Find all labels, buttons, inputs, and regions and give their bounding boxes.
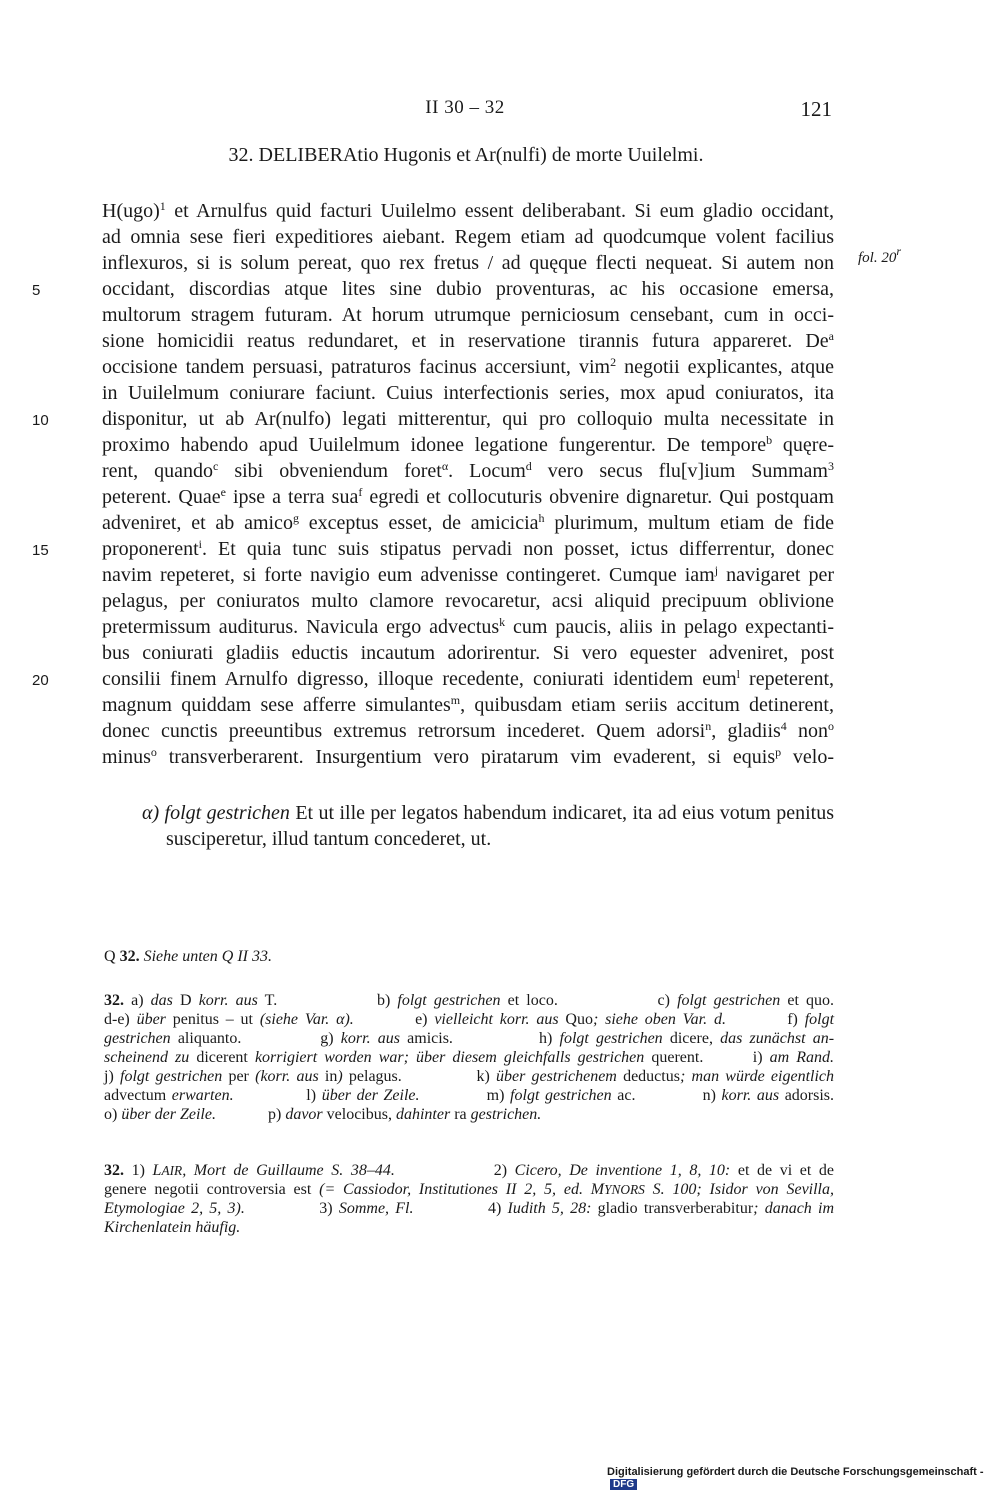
chapter-title: 32. DELIBERAtio Hugonis et Ar(nulfi) de morte Uuilelmi. — [228, 144, 704, 166]
line-number: 10 — [32, 412, 49, 429]
text-line: rent, quando$^c$ sibi obveniendum foret$^\alpha$. Locum$^d$ vero secus flu[v]ium Summam$^3$ — [102, 459, 834, 482]
text-line: proponerent$^i$. Et quia tunc suis stipatus pervadi non posset, ictus differrentur, donec 15 — [102, 536, 834, 562]
text-line: magnum quiddam sese afferre simulantes$^m$, quibusdam etiam seriis accitum detinerent, — [102, 693, 834, 716]
note-line: scheinend zu dicerent korrigiert worden war; über diesem gleichfalls gestrichen querent. i) am Rand. — [104, 1049, 835, 1066]
note-line: d-e) über penitus – ut (siehe Var. α). e) vielleicht korr. aus Quo; siehe oben Var. d. f) folgt — [104, 1011, 835, 1028]
line-number: 5 — [32, 282, 41, 299]
variant-notes — [104, 991, 834, 1124]
source-notes — [104, 1161, 834, 1237]
note-line: o) über der Zeile. p) davor velocibus, dahinter ra gestrichen. — [104, 1106, 542, 1123]
note-line: Etymologiae 2, 5, 3). 3) Somme, Fl. 4) Iudith 5, 28: gladio transverberabitur; danach im — [104, 1200, 834, 1217]
note-line: gestrichen aliquanto. g) korr. aus amicis. h) folgt gestrichen dicere, das zunächst an- — [104, 1030, 835, 1047]
text-line: occidant, discordias atque lites sine dubio proventuras, ac his occasione emersa, 5 — [102, 276, 834, 302]
running-header — [0, 97, 1000, 127]
main-text — [32, 198, 835, 770]
text-line: pretermissum auditurus. Navicula ergo advectus$^k$ cum paucis, aliis in pelago expectanti- — [102, 615, 834, 638]
note-line: advectum erwarten. l) über der Zeile. m) folgt gestrichen ac. n) korr. aus adorsis. — [104, 1087, 835, 1104]
line-number: 20 — [32, 672, 49, 689]
text-line: sione homicidii reatus redundaret, et in reservatione tirannis futura appareret. De$^a$ — [102, 329, 834, 352]
text-line: bus coniurati gladiis eductis incautum adorirentur. Si vero equester adveniret, post — [102, 642, 834, 664]
alpha-apparatus — [142, 800, 834, 853]
text-line: consilii finem Arnulfo digresso, illoque recedente, coniurati identidem eum$^l$ repeterent, 20 — [102, 666, 834, 692]
page-number: 121 — [800, 97, 832, 121]
text-line: donec cunctis preeuntibus extremus retrorsum incederet. Quem adorsi$^n$, gladiis$^4$ non$^o$ — [102, 719, 834, 742]
dfg-logo: DFG — [610, 1479, 637, 1490]
margin-folio-note: fol. 20$^r$ — [858, 244, 902, 266]
text-line: proximo habendo apud Uuilelmum idonee legatione fungerentur. De tempore$^b$ quęre- — [102, 433, 834, 456]
text-line: multorum stragem futuram. At horum utrumque perniciosum censebant, cum in occi- — [102, 304, 834, 326]
note-line: 32. 1) LAIR, Mort de Guillaume S. 38–44. 2) Cicero, De inventione 1, 8, 10: et de vi et de — [104, 1162, 835, 1179]
text-line: ad omnia sese fieri expeditiores aiebant. Regem etiam ad quodcumque volent facilius — [102, 226, 834, 248]
text-line: inflexuros, si is solum pereat, quo rex fretus / ad quęque flecti nequeat. Si autem non — [102, 252, 834, 274]
text-line: in Uuilelmum coniurare faciunt. Cuius interfectionis series, mox apud coniuratos, ita — [102, 382, 834, 404]
running-title: II 30 – 32 — [425, 97, 505, 118]
footer-text: Digitalisierung gefördert durch die Deutsche Forschungsgemeinschaft - — [607, 1466, 984, 1478]
text-line: minus$^o$ transverberarent. Insurgentium vero piratarum vim evaderent, si equis$^p$ velo- — [102, 745, 835, 768]
alpha-line-2: susciperetur, illud tantum concederet, ut. — [166, 828, 492, 850]
line-number: 15 — [32, 542, 49, 559]
note-line: genere negotii controversia est (= Cassiodor, Institutiones II 2, 5, ed. MYNORS S. 100; Isidor von Sevilla, — [104, 1181, 835, 1198]
text-line: occisione tandem persuasi, patraturos facinus accersiunt, vim$^2$ negotii explicantes, atque — [102, 355, 834, 378]
text-line: disponitur, ut ab Ar(nulfo) legati mitterentur, qui pro colloquio multa necessitate in 10 — [102, 406, 834, 432]
note-line: j) folgt gestrichen per (korr. aus in) pelagus. k) über gestrichenem deductus; man würde eigentlich — [104, 1068, 835, 1085]
note-line: Kirchenlatein häufig. — [104, 1219, 241, 1236]
text-line: navim repeteret, si forte navigio eum advenisse contingeret. Cumque iam$^j$ navigaret per — [102, 563, 834, 586]
footer-credit — [607, 1466, 1000, 1490]
text-line: adveniret, et ab amico$^g$ exceptus esset, de amicicia$^h$ plurimum, multum etiam de fide — [102, 511, 834, 534]
text-line: peterent. Quae$^e$ ipse a terra sua$^f$ egredi et collocuturis obvenire dignaretur. Qui postquam — [102, 485, 834, 508]
q-note: Q 32. Siehe unten Q II 33. — [104, 948, 272, 965]
alpha-line-1: α) folgt gestrichen Et ut ille per legatos habendum indicaret, ita ad eius votum penitus — [142, 802, 834, 824]
note-line: 32. a) das D korr. aus T. b) folgt gestrichen et loco. c) folgt gestrichen et quo. — [104, 992, 835, 1009]
text-line: H(ugo)$^1$ et Arnulfus quid facturi Uuilelmo essent deliberabant. Si eum gladio occidant, — [102, 199, 834, 222]
text-line: pelagus, per coniuratos multo clamore revocaretur, acsi aliquid precipuum oblivione — [102, 590, 834, 612]
